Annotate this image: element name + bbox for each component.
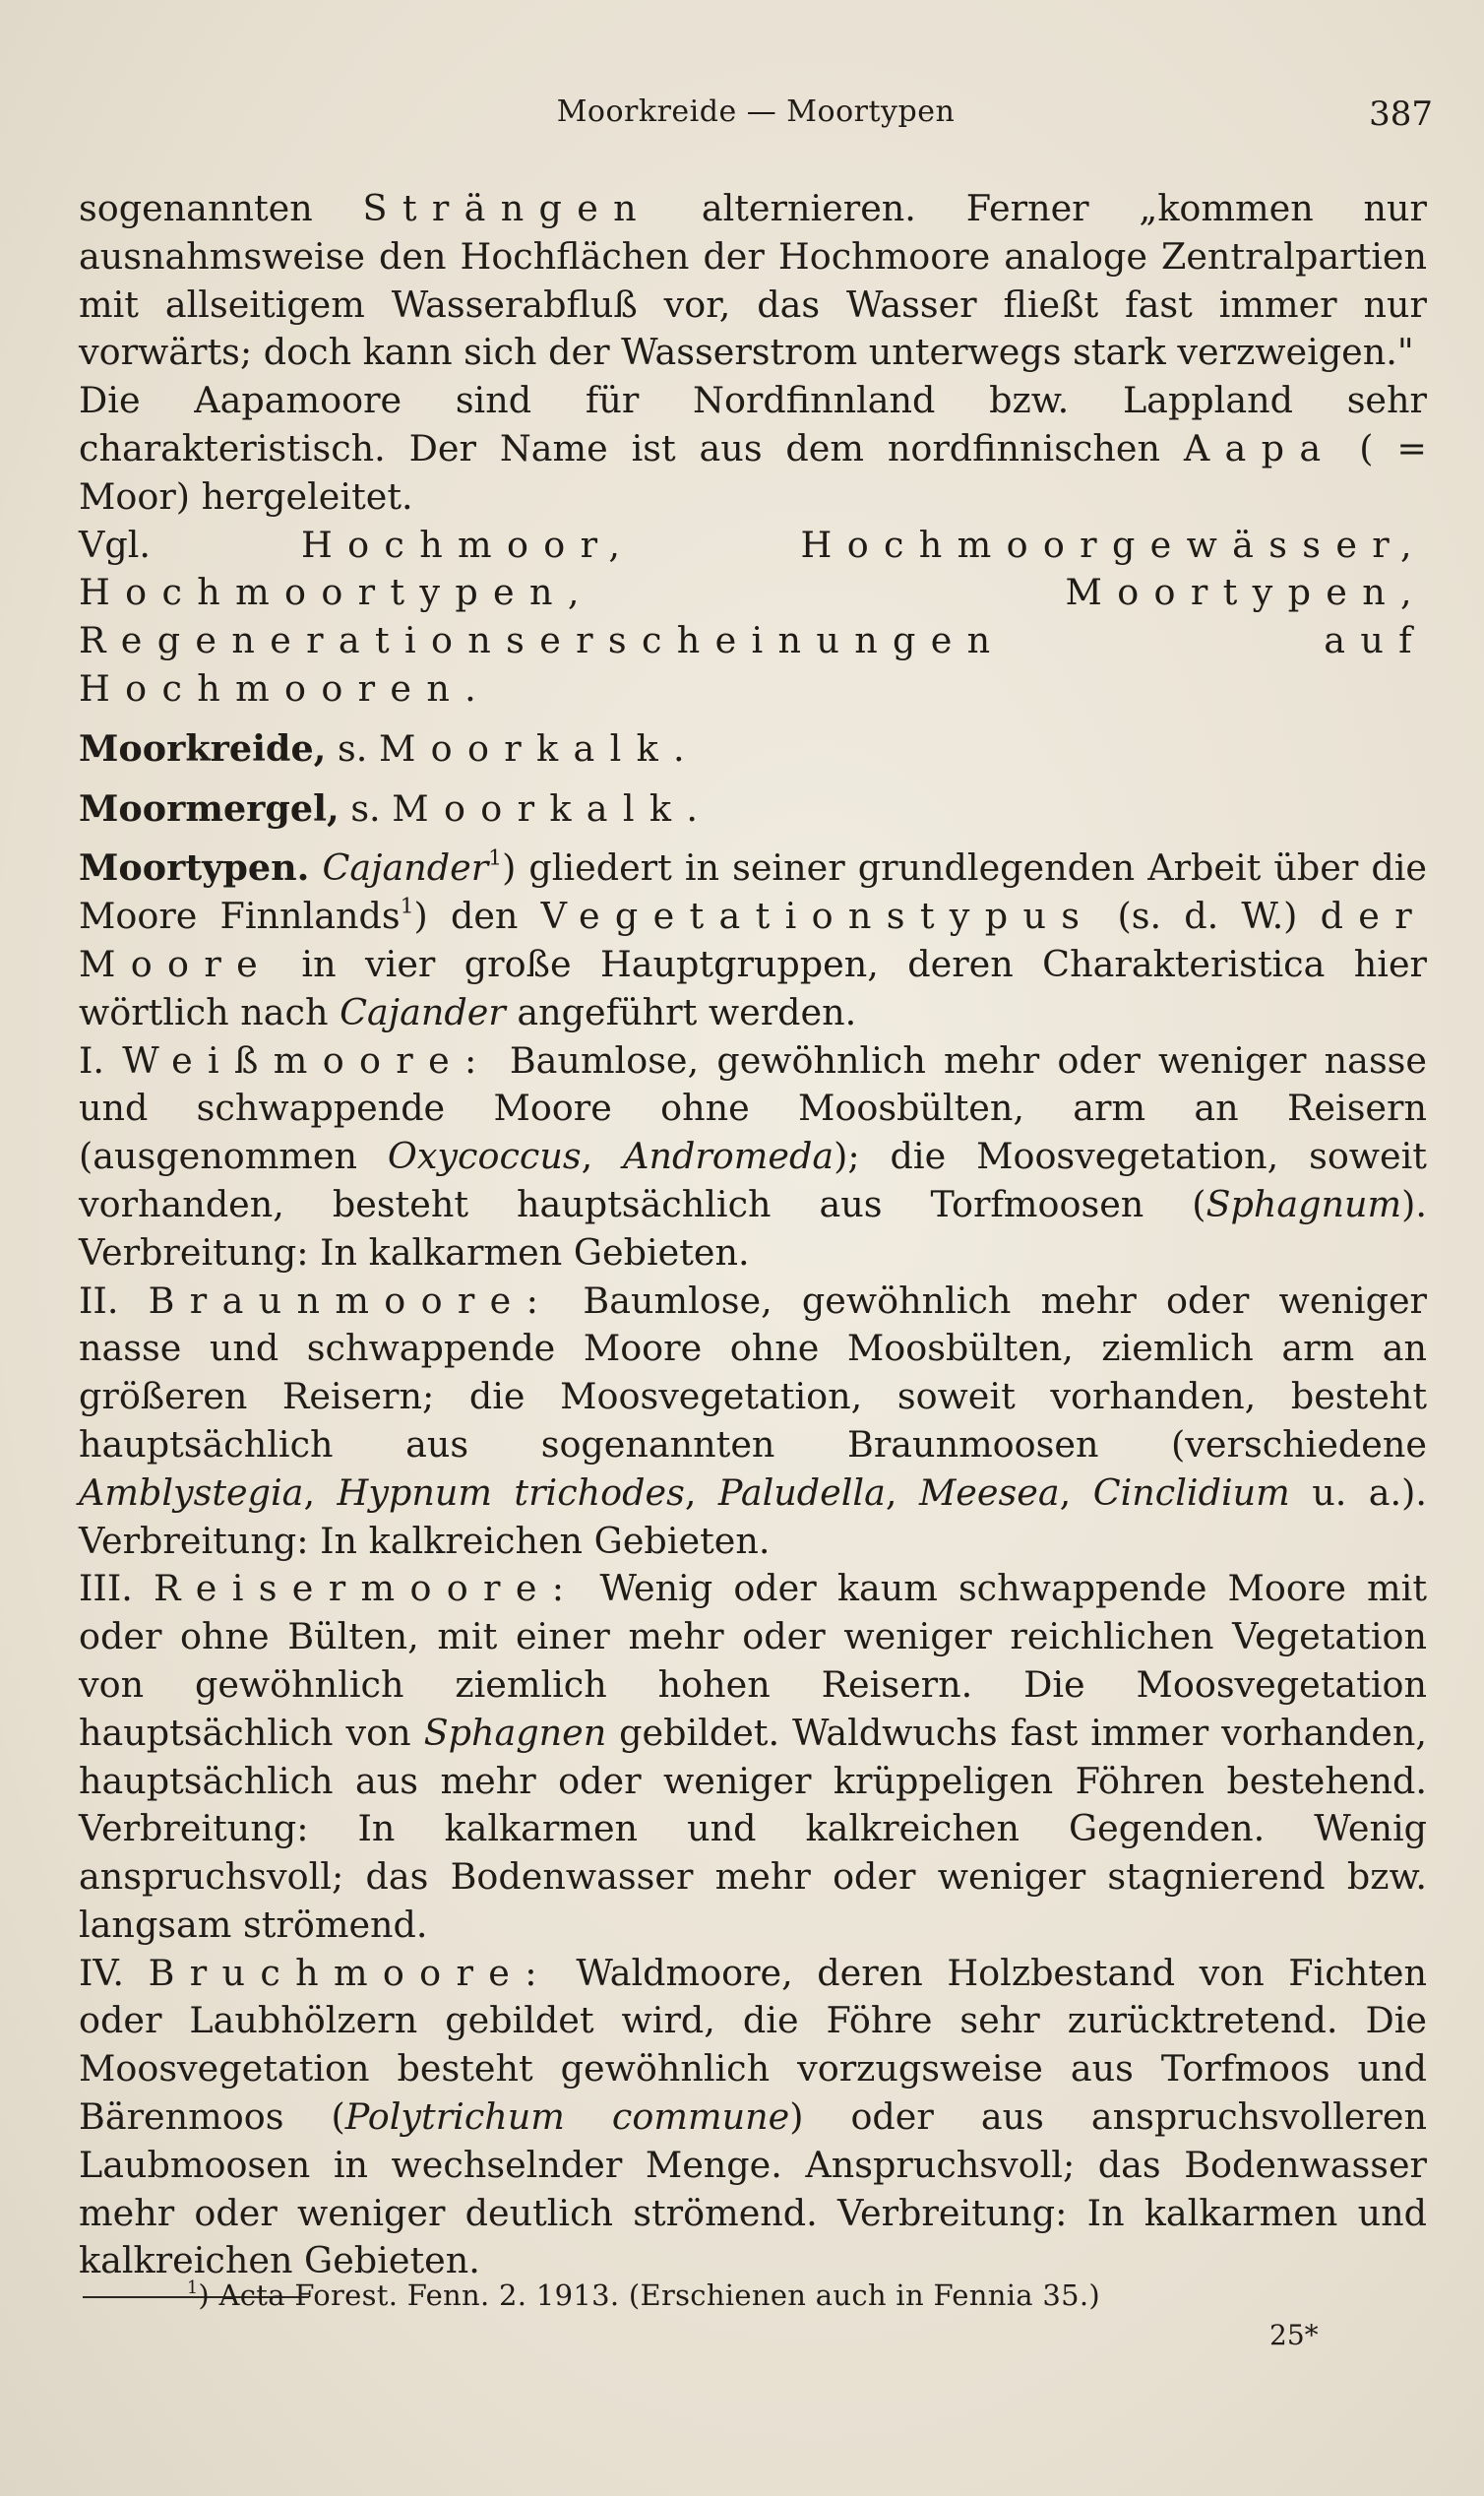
text-run: u. a.). Verbreitung: In kalkreichen Gebieten. — [79, 1470, 1427, 1562]
spaced-term: Moorkalk. — [392, 786, 713, 830]
text-run: I. — [79, 1038, 123, 1082]
taxon-name: Cinclidium — [1092, 1470, 1290, 1514]
taxon-name: Amblystegia — [79, 1470, 304, 1514]
footnote-marker: 1 — [400, 894, 414, 919]
text-run: ) den — [413, 895, 541, 938]
paragraph-weissmoore — [79, 1037, 1427, 1278]
text-run: in vier große Hauptgruppen, deren Charakteristica hier wörtlich nach — [79, 942, 1427, 1033]
text-run: , — [885, 1470, 919, 1514]
spaced-term: Vegetationstypus — [540, 895, 1095, 938]
paragraph-braunmoore — [79, 1278, 1427, 1566]
spaced-term: der Moore — [79, 895, 1427, 985]
author-name: Cajander — [322, 846, 489, 890]
text-run: Baumlose, gewöhnlich mehr oder weniger nasse und schwappende Moore ohne Moosbülten, ziemlich arm an größeren Reisern; die Moosvegetation, soweit vorhanden, besteht hauptsächlich aus sogenannten Braunmoosen (verschiedene — [79, 1279, 1427, 1466]
paragraph-reisermoore — [79, 1565, 1427, 1949]
author-name: Cajander — [340, 990, 506, 1033]
text-run: , — [303, 1470, 338, 1514]
entry-headword: Moorkreide, — [79, 726, 327, 770]
spaced-term: Braunmoore: — [148, 1279, 554, 1322]
text-run: ( = Moor) hergeleitet. — [79, 426, 1427, 518]
text-run: Baumlose, gewöhnlich mehr oder weniger nasse und schwappende Moore ohne Moosbülten, arm an Reisern (ausgenommen — [79, 1038, 1428, 1178]
text-run: angeführt werden. — [505, 990, 857, 1033]
taxon-name: Sphagnum — [1206, 1182, 1402, 1225]
running-title: Moorkreide — Moortypen — [556, 94, 956, 129]
taxon-name: Andromeda — [623, 1135, 835, 1178]
text-run: III. — [79, 1567, 154, 1610]
text-run: sogenannten — [79, 187, 363, 229]
text-run: , — [684, 1470, 718, 1514]
footnote-marker: 1 — [488, 846, 503, 872]
taxon-name: Hypnum trichodes — [337, 1470, 685, 1514]
text-run: s. — [339, 786, 393, 830]
main-text — [79, 185, 1427, 2285]
text-run: , — [581, 1135, 624, 1178]
spaced-term: Reisermoore: — [153, 1567, 580, 1610]
page-header — [79, 94, 1433, 144]
text-run: , — [1059, 1470, 1093, 1514]
text-run: Vgl. — [79, 523, 301, 566]
taxon-name: Paludella — [717, 1470, 886, 1514]
entry-moorkreide — [79, 725, 1427, 774]
taxon-name: Oxycoccus — [387, 1135, 582, 1178]
spaced-term: Bruchmoore: — [148, 1951, 552, 1994]
text-run: alternieren. Ferner „kommen nur ausnahmsweise den Hochflächen der Hochmoore analoge Zentralpartien mit allseitigem Wasserabfluß vor, das Wasser fließt fast immer nur vorwärts; doch kann sich der Wasserstrom unterwegs stark verzweigen." — [79, 187, 1427, 374]
text-run: Wenig oder kaum schwappende Moore mit oder ohne Bülten, mit einer mehr oder weniger reichlichen Vegetation von gewöhnlich ziemlich hohen Reisern. Die Moosvegetation hauptsächlich von — [79, 1567, 1427, 1754]
text-run: ) oder aus anspruchsvolleren Laubmoosen in wechselnder Menge. Anspruchsvoll; das Bodenwasser mehr oder weniger deutlich strömend. Verbreitung: In kalkarmen und kalkreichen Gebieten. — [79, 2095, 1427, 2282]
paragraph-bruchmoore — [79, 1950, 1427, 2286]
paragraph-continuation — [79, 185, 1427, 377]
text-run: ); die Moosvegetation, soweit vorhanden, besteht hauptsächlich aus Torfmoosen ( — [79, 1135, 1427, 1225]
spaced-term: Aapa — [1183, 426, 1336, 469]
footnote — [187, 2276, 1368, 2315]
entry-headword: Moormergel, — [79, 786, 340, 830]
text-run: s. — [326, 726, 379, 770]
entry-moortypen — [79, 844, 1427, 1036]
paragraph-aapamoore — [79, 377, 1427, 521]
taxon-name: Sphagnen — [423, 1711, 607, 1754]
page-number: 387 — [1369, 94, 1433, 134]
text-run: (s. d. W.) — [1094, 895, 1321, 938]
spaced-term: Weißmoore: — [122, 1038, 492, 1082]
spaced-term: Strängen — [362, 187, 652, 229]
text-run: Waldmoore, deren Holzbestand von Fichten oder Laubhölzern gebildet wird, die Föhre sehr zurücktretend. Die Moosvegetation besteht gewöhnlich vorzugsweise aus Torfmoos und Bärenmoos ( — [79, 1951, 1427, 2139]
taxon-name: Meesea — [918, 1470, 1060, 1514]
taxon-name: Polytrichum commune — [344, 2095, 790, 2139]
text-run: IV. — [79, 1951, 149, 1994]
entry-moormergel — [79, 785, 1427, 834]
entry-headword: Moortypen. — [79, 846, 310, 890]
footnote-marker: 1 — [187, 2278, 199, 2298]
text-run: Die Aapamoore sind für Nordfinnland bzw. Lappland sehr charakteristisch. Der Name ist aus dem nordfinnischen — [79, 379, 1427, 469]
cross-reference-terms: Hochmoor, Hochmoorgewässer, Hochmoortypen, Moortypen, Regenerationserscheinungen auf Hochmooren. — [79, 523, 1427, 710]
text-run: gebildet. Waldwuchs fast immer vorhanden, hauptsächlich aus mehr oder weniger krüppeligen Föhren bestehend. Verbreitung: In kalkarmen und kalkreichen Gegenden. Wenig anspruchsvoll; das Bodenwasser mehr oder weniger stagnierend bzw. langsam strömend. — [79, 1711, 1427, 1946]
spaced-term: Moorkalk. — [378, 726, 700, 770]
footnote-text: ) Acta Forest. Fenn. 2. 1913. (Erschienen auch in Fennia 35.) — [198, 2278, 1101, 2312]
paragraph-cross-reference — [79, 522, 1427, 714]
text-run: ) gliedert in seiner grundlegenden Arbeit über die Moore Finnlands — [79, 846, 1427, 938]
text-run: ). Verbreitung: In kalkarmen Gebieten. — [79, 1182, 1427, 1274]
text-run: II. — [79, 1279, 149, 1322]
printer-signature: 25* — [1269, 2319, 1319, 2351]
